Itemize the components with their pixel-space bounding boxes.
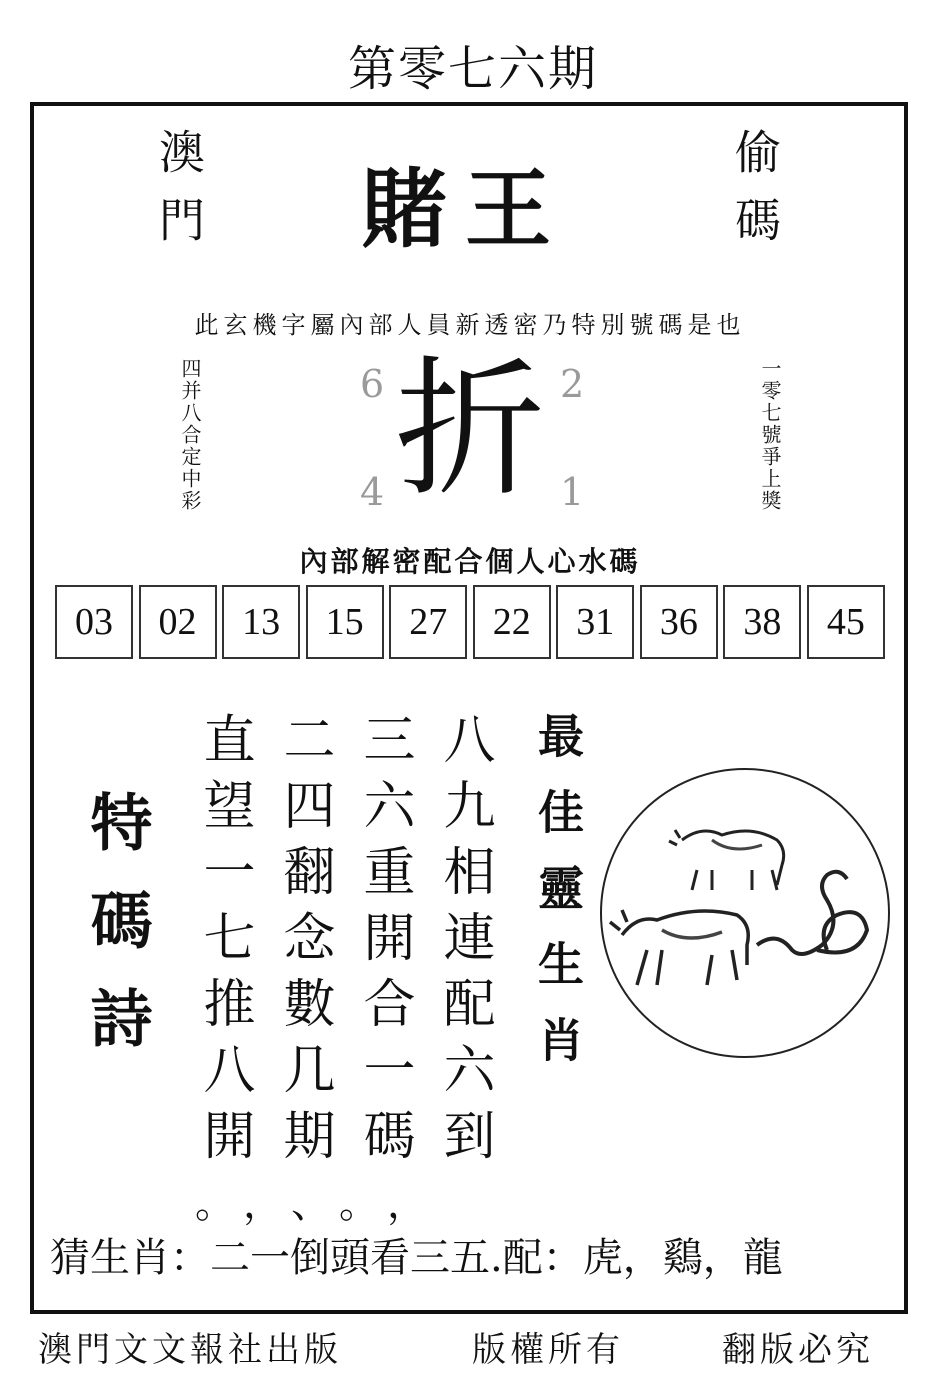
number-box: 22 xyxy=(473,585,551,659)
hint-character: 折 xyxy=(394,343,545,517)
number-row xyxy=(55,585,885,663)
snake-icon xyxy=(757,872,867,954)
issue-title: 第零七六期 xyxy=(347,41,598,97)
number-box: 31 xyxy=(556,585,634,659)
poem-line: 八九相連配六到 xyxy=(434,712,494,1174)
corner-number-bottom-right: 1 xyxy=(560,470,585,514)
ox-icon xyxy=(610,910,748,985)
main-title: 賭王 xyxy=(361,160,569,260)
number-box: 27 xyxy=(389,585,467,659)
number-box: 36 xyxy=(640,585,718,659)
number-box: 03 xyxy=(55,585,133,659)
description-line: 此玄機字屬內部人員新透密乃特別號碼是也 xyxy=(194,311,746,339)
number-box: 38 xyxy=(723,585,801,659)
corner-number-top-left: 6 xyxy=(360,362,385,406)
right-vertical-text: 偷碼 xyxy=(728,128,782,264)
zodiac-animals xyxy=(602,770,888,1056)
internal-label: 內部解密配合個人心水碼 xyxy=(299,545,641,578)
number-box: 13 xyxy=(222,585,300,659)
number-box: 15 xyxy=(306,585,384,659)
zodiac-circle xyxy=(600,768,890,1058)
footer-rights: 版權所有 xyxy=(472,1330,624,1370)
ox-icon xyxy=(669,830,784,890)
poem-line: 二四翻念數几期 xyxy=(274,712,334,1174)
right-hint: 一零七號爭上獎 xyxy=(758,358,782,512)
footer-publisher: 澳門文文報社出版 xyxy=(38,1330,342,1370)
poem-title: 特碼詩 xyxy=(80,790,153,1084)
poem-line: 直望一七推八開 xyxy=(194,712,254,1174)
left-hint: 四并八合定中彩 xyxy=(178,358,202,512)
guess-zodiac-line: 猜生肖：二一倒頭看三五.配：虎，鷄，龍 xyxy=(50,1235,783,1281)
number-box: 02 xyxy=(139,585,217,659)
poem-punctuation: 。，、。， xyxy=(195,1181,455,1227)
poem-line: 三六重開合一碼 xyxy=(354,712,414,1174)
number-box: 45 xyxy=(807,585,885,659)
corner-number-bottom-left: 4 xyxy=(360,470,385,514)
best-zodiac-label: 最佳靈生肖 xyxy=(531,712,585,1092)
corner-number-top-right: 2 xyxy=(560,362,585,406)
left-vertical-text: 澳門 xyxy=(152,128,206,264)
footer-warning: 翻版必究 xyxy=(722,1330,874,1370)
